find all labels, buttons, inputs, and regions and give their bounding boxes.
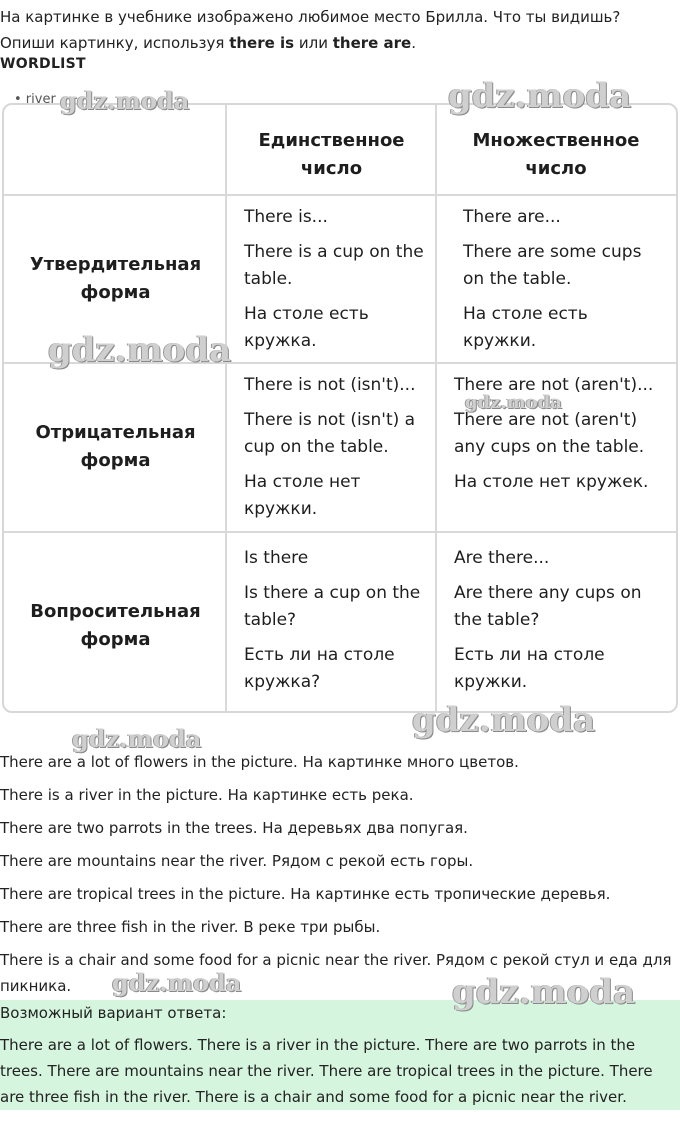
possible-answer-title: Возможный вариант ответа: [0,1004,227,1022]
cell-text: There is a cup on the table. [244,242,424,289]
watermark: gdz.moda [60,86,190,115]
cell-text: Are there... [454,548,550,568]
instruction-period: . [411,34,417,52]
answer-line: There is a chair and some food for a picnic near the river. Рядом с рекой стул и еда для [0,951,672,969]
row-label-question: Вопросительная форма [30,601,201,650]
cell-text: There is not (isn't) a cup on the table. [244,410,416,457]
answer-line: There are two parrots in the trees. На деревьях два попугая. [0,819,468,837]
cell-text: There are some cups on the table. [463,242,642,289]
cell-text: There is not (isn't)... [244,375,416,395]
watermark: gdz.moda [48,330,232,370]
cell-affirmative-plural [463,204,663,363]
watermark: gdz.moda [465,392,562,413]
cell-negative-singular [244,372,424,531]
row-label-negative: Отрицательная форма [35,422,196,471]
answer-line: There are three fish in the river. В реке три рыбы. [0,918,381,936]
cell-text: There are not (aren't) any cups on the table. [454,410,645,457]
cell-text: There is... [244,207,328,227]
cell-text: На столе есть кружка. [244,304,369,351]
cell-text: На столе нет кружки. [244,472,361,519]
header-singular: Единственное число [258,130,405,179]
grammar-table [2,103,678,713]
cell-text: Есть ли на столе кружки. [454,645,605,692]
table-divider [4,194,678,196]
cell-text: Is there [244,548,309,568]
watermark: gdz.moda [412,700,596,740]
possible-answer-box [0,1000,680,1110]
watermark: gdz.moda [448,76,632,116]
cell-text: Есть ли на столе кружка? [244,645,395,692]
watermark: gdz.moda [112,968,242,997]
instruction-bold-there-is: there is [229,34,295,52]
table-divider [435,105,437,713]
cell-text: There are... [463,207,561,227]
watermark: gdz.moda [72,724,202,753]
watermark: gdz.moda [452,972,636,1012]
answer-line: There are mountains near the river. Рядом с рекой есть горы. [0,852,474,870]
possible-answer-text: There are a lot of flowers. There is a river in the picture. There are two parrots in the trees. There are mountains near the river. There are tropical trees in the picture. There are three fish in the river. There is a chair and some food for a picnic near the river. [0,1036,653,1106]
wordlist-item-river: • river [14,92,56,107]
table-divider [225,105,227,713]
task-instruction [0,4,676,56]
cell-text: Is there a cup on the table? [244,583,421,630]
cell-affirmative-singular [244,204,424,363]
wordlist-heading: WORDLIST [0,56,86,72]
answer-line: пикника. [0,977,72,995]
instruction-bold-there-are: there are [332,34,412,52]
answer-line: There is a river in the picture. На картинке есть река. [0,786,414,804]
cell-question-singular [244,545,424,704]
answer-line: There are tropical trees in the picture. На картинке есть тропические деревья. [0,885,611,903]
row-label-affirmative: Утвердительная форма [29,254,202,303]
table-divider [4,531,678,533]
instruction-text: На картинке в учебнике изображено любимое место Брилла. Что ты видишь? Опиши картинку, используя [0,8,621,52]
header-plural: Множественное число [472,130,640,179]
cell-text: На столе есть кружки. [463,304,588,351]
cell-text: There are not (aren't)... [454,375,654,395]
cell-text: Are there any cups on the table? [454,583,642,630]
cell-question-plural [454,545,654,704]
cell-text: На столе нет кружек. [454,472,649,492]
answer-line: There are a lot of flowers in the picture. На картинке много цветов. [0,753,519,771]
instruction-text-or: или [294,34,333,52]
